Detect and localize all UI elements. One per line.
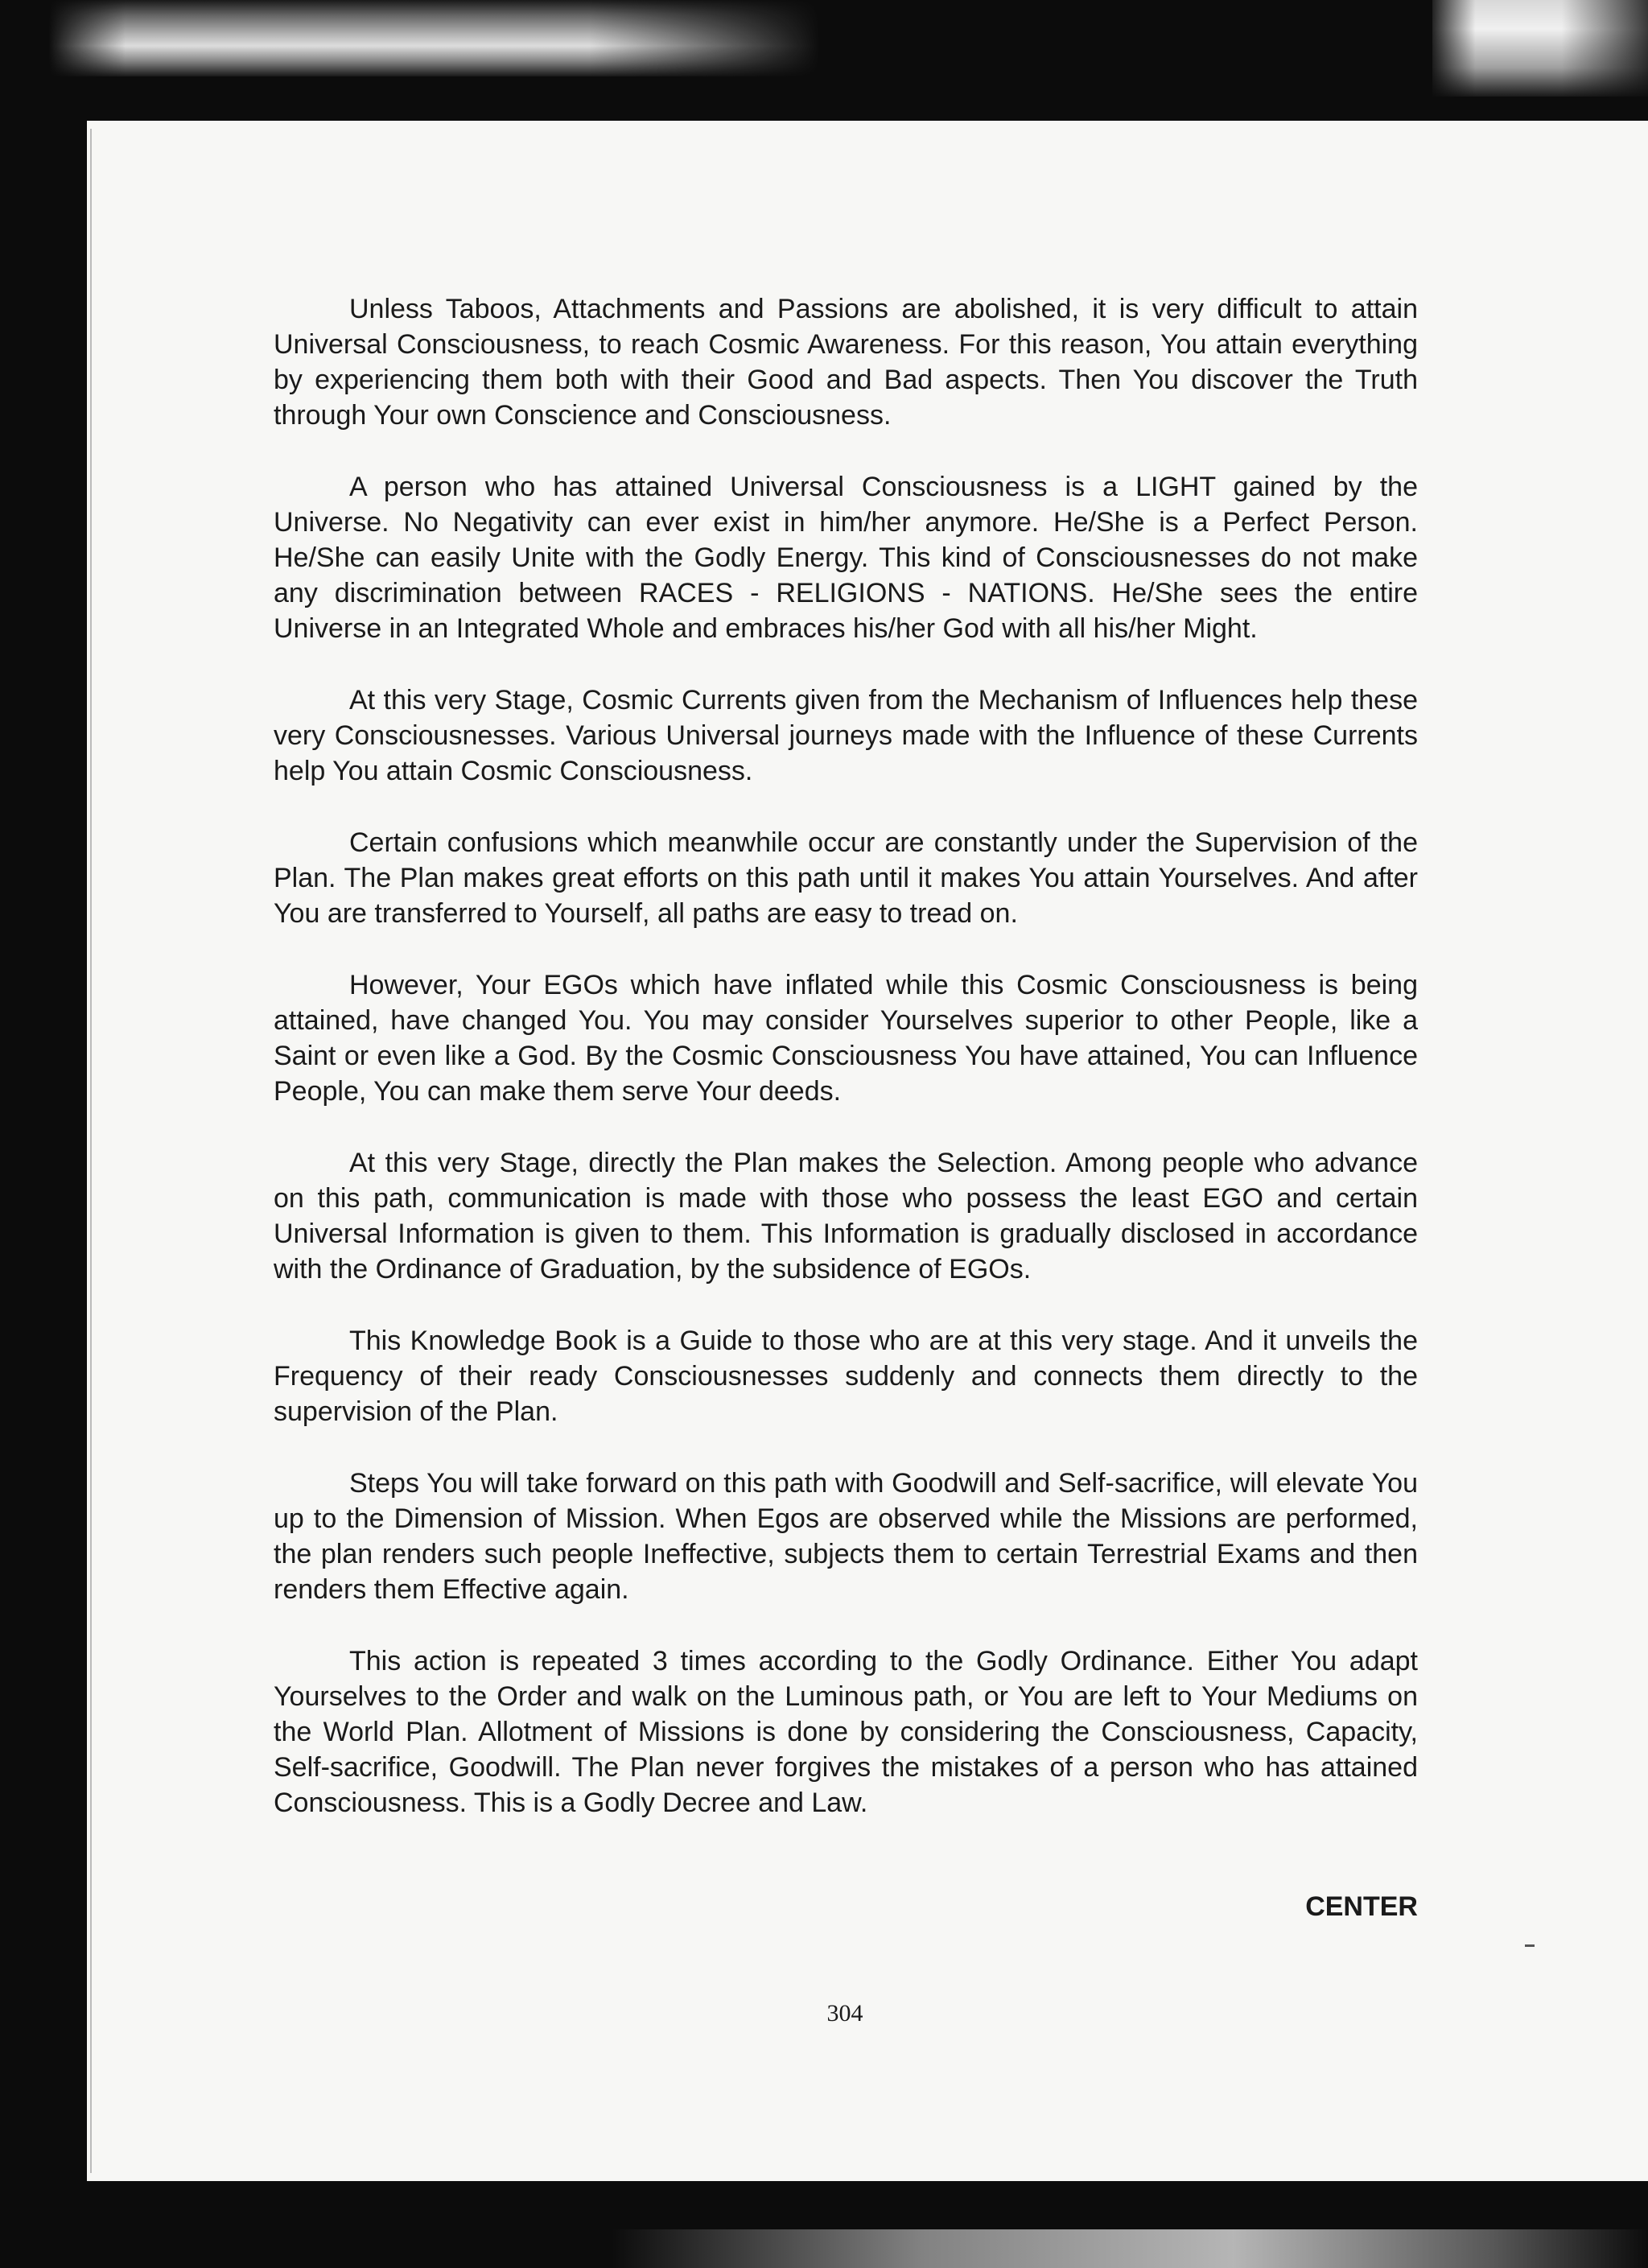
page-number: 304 [826, 2000, 863, 2027]
paragraph-7: This Knowledge Book is a Guide to those who are at this very stage. And it unveils the Frequency of their ready Consciousnesses suddenly and connects them directly to the supervision of the Plan. [274, 1326, 1418, 1427]
paragraph-6: At this very Stage, directly the Plan makes the Selection. Among people who advance on this path, communication is made with those who possess the least EGO and certain Universal Information is given to them. This Information is gradually disclosed in accordance with the Ordinance of Graduation, by the subsidence of EGOs. [274, 1148, 1418, 1285]
scan-glare-top-right [1432, 0, 1648, 97]
paragraph-5: However, Your EGOs which have inflated while this Cosmic Consciousness is being attained, have changed You. You may consider Yourselves superior to other People, like a Saint or even like a God. By the Cosmic Consciousness You have attained, You can Influence People, You can make them serve Your deeds. [274, 970, 1418, 1107]
page-body [274, 291, 1418, 1857]
paragraph-2: A person who has attained Universal Consciousness is a LIGHT gained by the Universe. No Negativity can ever exist in him/her anymore. He/She is a Perfect Person. He/She can easily Unite with the Godly Energy. This kind of Consciousnesses do not make any discrimination between RACES - RELIGIONS - NATIONS. He/She sees the entire Universe in an Integrated Whole and embraces his/her God with all his/her Might. [274, 472, 1418, 644]
paragraph-9: This action is repeated 3 times according to the Godly Ordinance. Either You adapt Yourselves to the Order and walk on the Luminous path, or You are left to Your Mediums on the World Plan. Allotment of Missions is done by considering the Consciousness, Capacity, Self-sacrifice, Goodwill. The Plan never forgives the mistakes of a person who has attained Consciousness. This is a Godly Decree and Law. [274, 1646, 1418, 1818]
paragraph-8: Steps You will take forward on this path with Goodwill and Self-sacrifice, will elevate You up to the Dimension of Mission. When Egos are observed while the Missions are performed, the plan renders such people Ineffective, subjects them to certain Terrestrial Exams and then renders them Effective again. [274, 1468, 1418, 1605]
paragraph-4: Certain confusions which meanwhile occur are constantly under the Supervision of the Plan. The Plan makes great efforts on this path until it makes You attain Yourselves. And after You are transferred to Yourself, all paths are easy to tread on. [274, 827, 1418, 929]
paragraph-3: At this very Stage, Cosmic Currents given from the Mechanism of Influences help these very Consciousnesses. Various Universal journeys made with the Influence of these Currents help You attain Cosmic Consciousness. [274, 685, 1418, 786]
scan-glare-bottom [612, 2229, 1648, 2268]
paragraph-1: Unless Taboos, Attachments and Passions are abolished, it is very difficult to attain Universal Consciousness, to reach Cosmic Awareness. For this reason, You attain everything by experiencing them both with their Good and Bad aspects. Then You discover the Truth through Your own Conscience and Consciousness. [274, 294, 1418, 431]
page-edge-shadow [90, 129, 92, 2173]
signature-center: CENTER [1305, 1891, 1418, 1922]
scan-glare-top-left [48, 0, 821, 76]
scan-speck [1525, 1944, 1535, 1947]
